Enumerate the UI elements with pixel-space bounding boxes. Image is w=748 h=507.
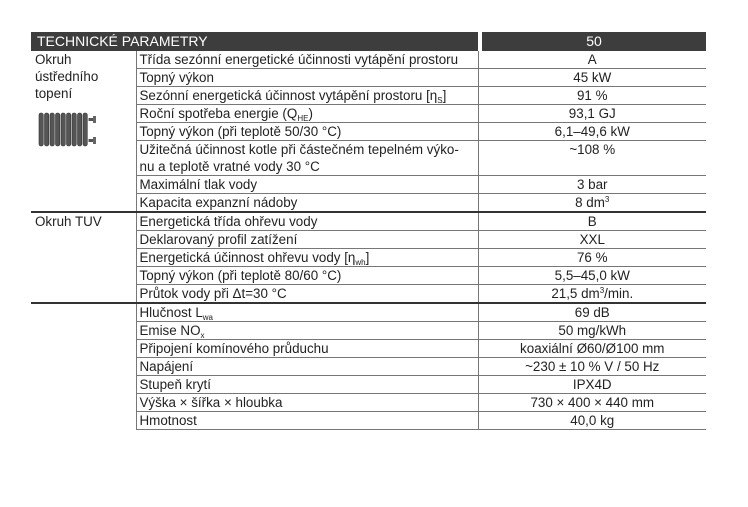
label-text-line2: nu a teplotě vratné vody 30 °C [139, 159, 320, 174]
parameter-value [478, 303, 706, 322]
parameter-value [478, 87, 706, 105]
label-text: Topný výkon (při teplotě 80/60 °C) [139, 268, 342, 283]
parameter-value [478, 285, 706, 304]
value-text: 730 × 400 × 440 mm [530, 395, 655, 410]
parameters-table [31, 51, 706, 430]
label-text: Užitečná účinnost kotle při částečném tepelném výko- [139, 142, 459, 157]
parameter-value [478, 412, 706, 430]
label-subscript: S [437, 96, 443, 105]
value-text: 91 % [576, 88, 608, 103]
label-text: Stupeň krytí [139, 377, 211, 392]
value-text: 21,5 dm [551, 286, 600, 301]
label-text: Deklarovaný profil zatížení [139, 232, 298, 247]
label-suffix: ] [442, 88, 447, 103]
parameter-label [136, 105, 478, 123]
parameter-label [136, 176, 478, 194]
header-model: 50 [482, 32, 706, 51]
label-subscript: x [200, 331, 205, 340]
parameter-value [478, 249, 706, 267]
parameter-label [136, 69, 478, 87]
value-text: 8 dm [575, 195, 605, 210]
section-group-label [31, 51, 136, 212]
label-text: Roční spotřeba energie (Q [139, 106, 298, 121]
value-text: 3 bar [576, 177, 608, 192]
label-text: Topný výkon [139, 70, 214, 85]
value-text: XXL [579, 232, 605, 247]
parameter-value [478, 69, 706, 87]
parameter-label [136, 212, 478, 231]
parameter-label [136, 303, 478, 322]
parameter-label [136, 267, 478, 285]
parameter-value [478, 340, 706, 358]
label-suffix: ] [365, 250, 370, 265]
parameter-label [136, 394, 478, 412]
label-text: Maximální tlak vody [139, 177, 258, 192]
parameter-label [136, 358, 478, 376]
value-text: IPX4D [572, 377, 612, 392]
parameter-value [478, 394, 706, 412]
parameter-label [136, 194, 478, 213]
group-label-line: topení [35, 86, 73, 101]
parameter-value [478, 358, 706, 376]
label-text: Třída sezónní energetické účinnosti vytápění prostoru [139, 52, 459, 67]
label-subscript: wa [202, 313, 213, 322]
value-text: 76 % [576, 250, 608, 265]
value-text: 6,1–49,6 kW [554, 124, 630, 139]
parameter-label [136, 285, 478, 304]
label-text: Sezónní energetická účinnost vytápění prostoru [η [139, 88, 438, 103]
table-row [31, 212, 706, 231]
value-text: 5,5–45,0 kW [554, 268, 630, 283]
technical-parameters-sheet [31, 32, 706, 430]
value-text: 93,1 GJ [568, 106, 616, 121]
label-text: Hmotnost [139, 413, 197, 428]
parameter-value [478, 51, 706, 69]
parameter-value [478, 105, 706, 123]
parameter-value [478, 123, 706, 141]
label-text: Hlučnost L [139, 305, 203, 320]
table-header [31, 32, 706, 51]
label-subscript: HE [297, 114, 309, 123]
label-text: Energetická účinnost ohřevu vody [η [139, 250, 356, 265]
parameter-value [478, 141, 706, 176]
parameter-label [136, 141, 478, 176]
label-text: Topný výkon (při teplotě 50/30 °C) [139, 124, 342, 139]
table-row [31, 51, 706, 69]
parameter-value [478, 194, 706, 213]
parameter-value [478, 212, 706, 231]
value-text: 45 kW [573, 70, 612, 85]
value-text: A [587, 52, 597, 67]
section-group-label [31, 212, 136, 303]
value-suffix: /min. [604, 286, 634, 301]
label-text: Kapacita expanzní nádoby [139, 195, 298, 210]
label-text: Výška × šířka × hloubka [139, 395, 283, 410]
parameter-label [136, 322, 478, 340]
parameter-label [136, 249, 478, 267]
parameter-value [478, 376, 706, 394]
value-text: koaxiální Ø60/Ø100 mm [520, 341, 665, 356]
parameter-label [136, 123, 478, 141]
table-row [31, 303, 706, 322]
parameter-label [136, 87, 478, 105]
section-group-label [31, 303, 136, 430]
value-superscript: 3 [604, 195, 610, 204]
value-text: ~230 ± 10 % V / 50 Hz [525, 359, 660, 374]
header-title: TECHNICKÉ PARAMETRY [31, 32, 478, 51]
parameter-label [136, 340, 478, 358]
label-suffix: ) [308, 106, 313, 121]
parameter-value [478, 176, 706, 194]
parameter-value [478, 231, 706, 249]
label-text: Emise NO [139, 323, 201, 338]
label-text: Připojení komínového průduchu [139, 341, 329, 356]
parameter-label [136, 51, 478, 69]
group-label-line: Okruh TUV [35, 214, 102, 229]
value-text: B [587, 214, 597, 229]
parameter-label [136, 376, 478, 394]
group-label-line: Okruh [35, 52, 72, 67]
value-text: 69 dB [574, 305, 610, 320]
value-text: 50 mg/kWh [558, 323, 627, 338]
parameter-value [478, 267, 706, 285]
parameter-value [478, 322, 706, 340]
parameter-label [136, 412, 478, 430]
label-text: Průtok vody při Δt=30 °C [139, 286, 287, 301]
value-text: ~108 % [569, 142, 616, 157]
value-superscript: 3 [599, 286, 605, 295]
label-text: Napájení [139, 359, 194, 374]
parameter-label [136, 231, 478, 249]
label-subscript: wh [355, 258, 366, 267]
label-text: Energetická třída ohřevu vody [139, 214, 318, 229]
radiator-icon [37, 110, 99, 150]
group-label-line: ústředního [35, 69, 99, 84]
value-text: 40,0 kg [570, 413, 615, 428]
